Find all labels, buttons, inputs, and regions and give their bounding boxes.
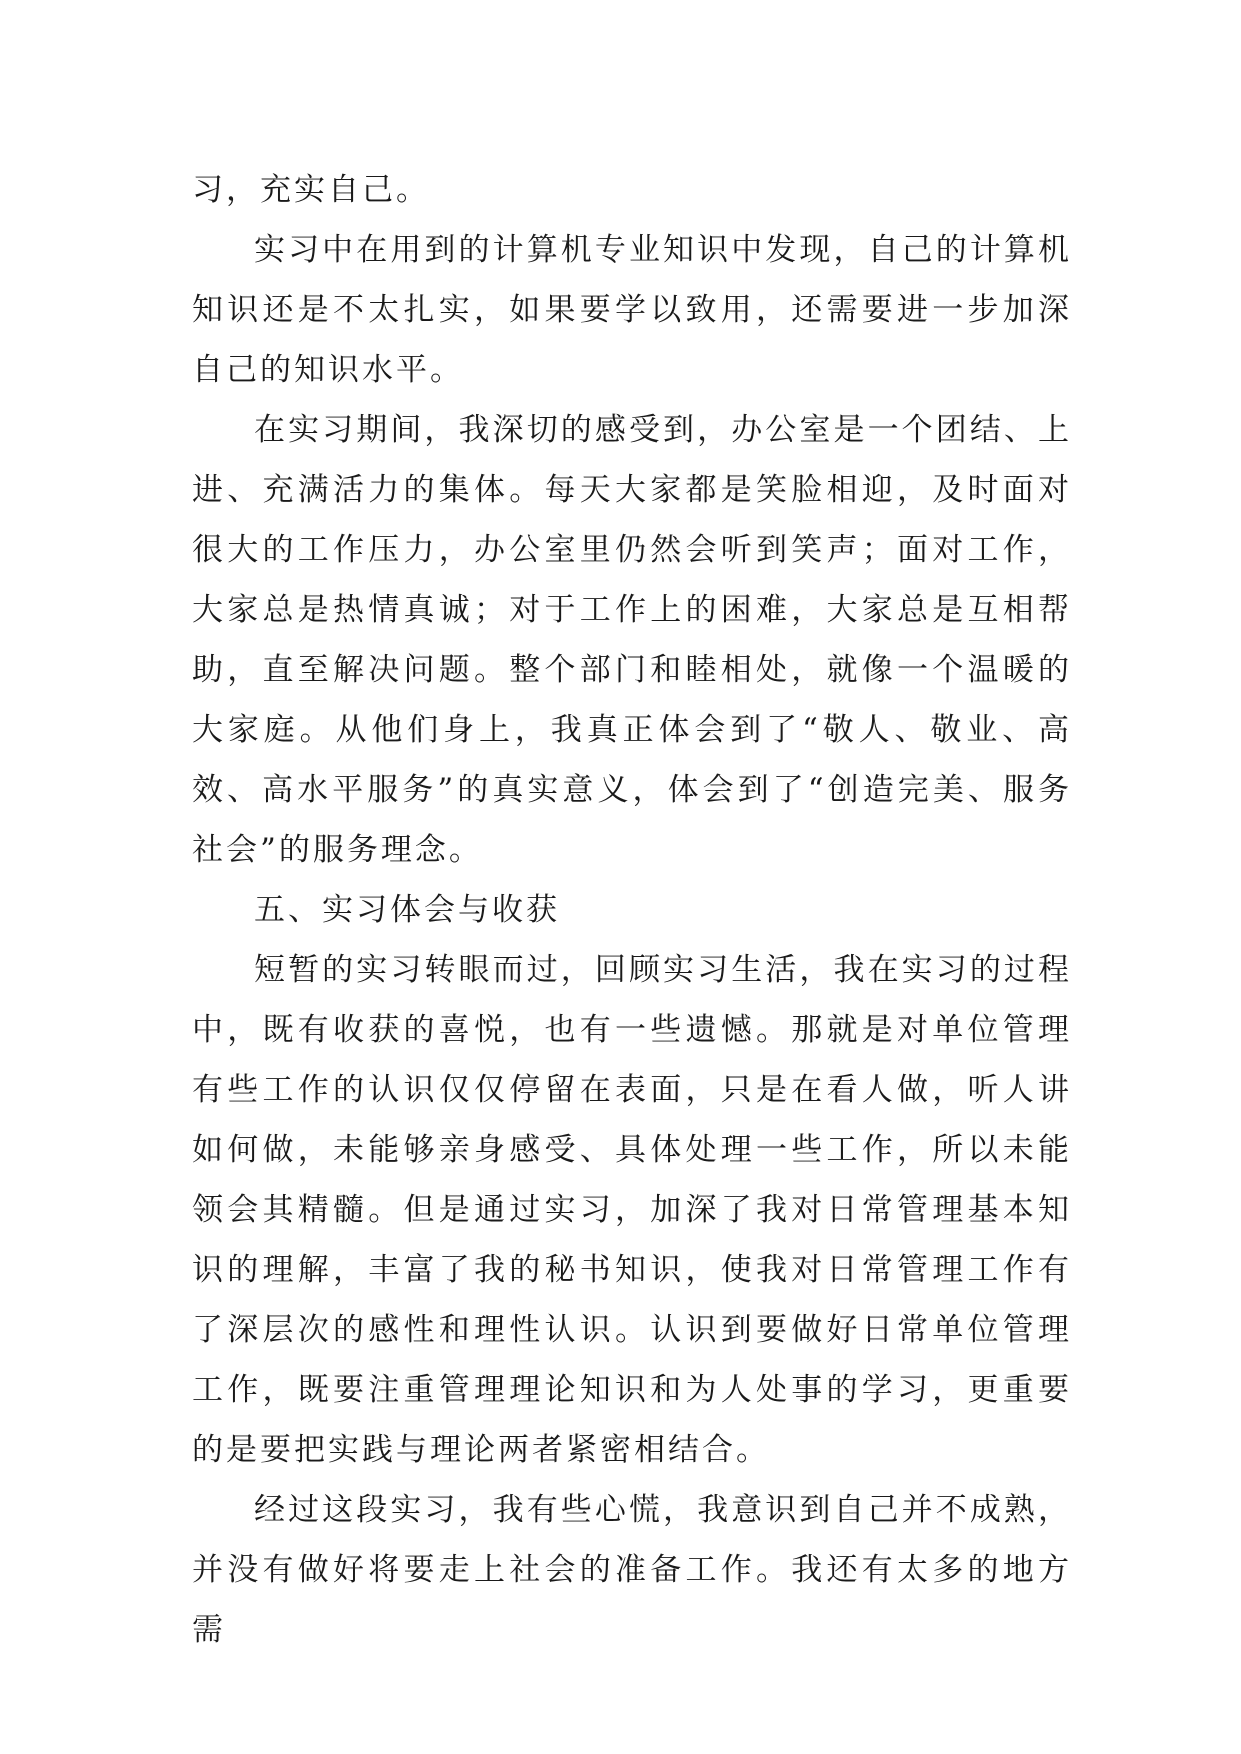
section-heading: 五、实习体会与收获 (254, 892, 560, 928)
paragraph-continuation: 习，充实自己。 (192, 172, 430, 208)
paragraph-office-atmosphere: 在实习期间，我深切的感受到，办公室是一个团结、上进、充满活力的集体。每天大家都是笑脸相迎，及时面对很大的工作压力，办公室里仍然会听到笑声；面对工作，大家总是热情真诚；对于工作上的困难，大家总是互相帮助，直至解决问题。整个部门和睦相处，就像一个温暖的大家庭。从他们身上，我真正体会到了“敬人、敬业、高效、高水平服务”的真实意义，体会到了“创造完美、服务社会”的服务理念。 (192, 412, 1072, 868)
paragraph-reflection: 短暂的实习转眼而过，回顾实习生活，我在实习的过程中，既有收获的喜悦，也有一些遗憾。那就是对单位管理有些工作的认识仅仅停留在表面，只是在看人做，听人讲如何做，未能够亲身感受、具体处理一些工作，所以未能领会其精髓。但是通过实习，加深了我对日常管理基本知识的理解，丰富了我的秘书知识，使我对日常管理工作有了深层次的感性和理性认识。认识到要做好日常单位管理工作，既要注重管理理论知识和为人处事的学习，更重要的是要把实践与理论两者紧密相结合。 (192, 952, 1072, 1468)
paragraph-computer-knowledge: 实习中在用到的计算机专业知识中发现，自己的计算机知识还是不太扎实，如果要学以致用，还需要进一步加深自己的知识水平。 (192, 232, 1072, 388)
paragraph-readiness: 经过这段实习，我有些心慌，我意识到自己并不成熟，并没有做好将要走上社会的准备工作。我还有太多的地方需 (192, 1492, 1072, 1648)
document-body (192, 160, 1072, 1660)
